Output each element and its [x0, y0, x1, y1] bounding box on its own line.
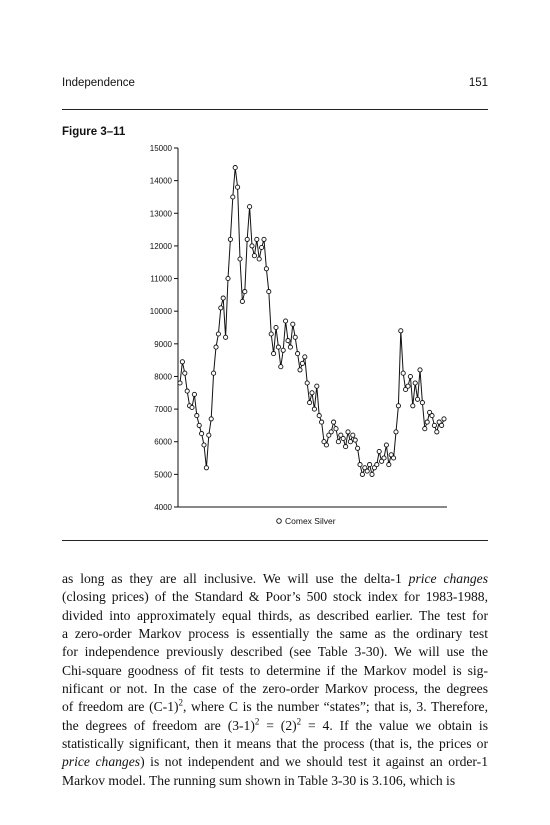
text-line — [62, 735, 488, 753]
y-tick-label: 4000 — [154, 503, 172, 512]
data-point — [413, 381, 417, 385]
data-point — [432, 423, 436, 427]
data-point — [406, 384, 410, 388]
data-point — [214, 345, 218, 349]
legend-label: Comex Silver — [285, 516, 336, 526]
data-point — [341, 436, 345, 440]
data-point — [440, 423, 444, 427]
data-point — [233, 166, 237, 170]
data-point — [236, 185, 240, 189]
data-point — [370, 472, 374, 476]
data-point — [240, 299, 244, 303]
text-run: divided into approximately equal thirds, as described earlier. The test for — [62, 607, 488, 623]
data-point — [252, 254, 256, 258]
data-point — [396, 404, 400, 408]
text-line — [62, 643, 488, 661]
text-run: (closing prices) of the Standard & Poor’s 500 stock index for 1983-1988, — [62, 589, 488, 605]
data-point — [375, 463, 379, 467]
data-point — [286, 339, 290, 343]
data-point — [377, 449, 381, 453]
data-point — [332, 420, 336, 424]
data-point — [336, 440, 340, 444]
text-run: for independence previously described (see Table 3-30). We will use the — [62, 644, 488, 660]
data-point — [195, 414, 199, 418]
data-point — [267, 290, 271, 294]
y-tick-label: 10000 — [149, 307, 172, 317]
data-point — [279, 365, 283, 369]
data-point — [269, 332, 273, 336]
data-point — [190, 405, 194, 409]
data-point — [262, 237, 266, 241]
y-tick-label: 11000 — [150, 274, 172, 284]
text-run: = 4. If the value we obtain is — [301, 717, 488, 733]
data-point — [394, 430, 398, 434]
data-point — [209, 417, 213, 421]
text-line — [62, 662, 488, 680]
data-point — [308, 401, 312, 405]
text-run: a zero-order Markov process is essentially the same as the ordinary test — [62, 626, 488, 642]
data-point — [356, 446, 360, 450]
data-point — [231, 195, 235, 199]
data-point — [298, 368, 302, 372]
data-point — [192, 392, 196, 396]
data-point — [291, 322, 295, 326]
data-point — [408, 374, 412, 378]
text-run: ) is not independent and we should test it against an order-1 — [140, 754, 489, 770]
text-line — [62, 625, 488, 643]
data-point — [442, 417, 446, 421]
data-point — [288, 345, 292, 349]
data-point — [274, 325, 278, 329]
figure-bottom-rule — [62, 540, 488, 541]
text-line — [62, 588, 488, 606]
data-point — [399, 329, 403, 333]
data-point — [243, 290, 247, 294]
y-tick-label: 14000 — [149, 176, 172, 186]
y-tick-label: 5000 — [154, 470, 172, 480]
data-point — [300, 361, 304, 365]
data-point — [430, 414, 434, 418]
data-point — [315, 384, 319, 388]
y-tick-label: 12000 — [149, 241, 172, 251]
data-point — [411, 404, 415, 408]
data-point — [272, 352, 276, 356]
data-point — [264, 267, 268, 271]
y-tick-label: 15000 — [149, 144, 172, 153]
data-point — [257, 257, 261, 261]
data-point — [423, 427, 427, 431]
text-run: nificant or not. In the case of the zero-order Markov process, the degrees — [62, 681, 488, 697]
data-point — [303, 355, 307, 359]
data-point — [276, 345, 280, 349]
data-point — [384, 443, 388, 447]
italic-text: price changes — [62, 754, 141, 770]
data-point — [310, 391, 314, 395]
text-line — [62, 772, 488, 790]
y-tick-label: 13000 — [149, 209, 172, 219]
text-line — [62, 717, 488, 735]
data-point — [250, 244, 254, 248]
figure-label: Figure 3–11 — [62, 126, 126, 138]
data-point — [382, 456, 386, 460]
y-tick-label: 7000 — [154, 405, 172, 415]
data-point — [358, 463, 362, 467]
data-point — [216, 332, 220, 336]
text-line — [62, 607, 488, 625]
text-run: as long as they are all inclusive. We will use the delta-1 — [62, 571, 409, 586]
data-point — [202, 443, 206, 447]
data-point — [183, 371, 187, 375]
text-run: = (2) — [259, 717, 297, 733]
data-point — [401, 371, 405, 375]
data-point — [281, 348, 285, 352]
page-number: 151 — [468, 77, 488, 89]
data-point — [353, 438, 357, 442]
y-tick-label: 8000 — [154, 372, 172, 382]
section-title: Independence — [62, 77, 135, 89]
data-point — [365, 469, 369, 473]
data-point — [387, 463, 391, 467]
text-run: Markov model. The running sum shown in Table 3-30 is 3.106, which is — [62, 772, 456, 788]
data-point — [212, 371, 216, 375]
data-point — [320, 420, 324, 424]
legend-marker — [277, 519, 282, 524]
superscript: 2 — [254, 716, 260, 727]
data-point — [416, 397, 420, 401]
data-point — [425, 420, 429, 424]
data-point — [228, 237, 232, 241]
data-point — [248, 205, 252, 209]
data-point — [226, 276, 230, 280]
text-line — [62, 753, 488, 771]
data-point — [329, 430, 333, 434]
data-point — [185, 389, 189, 393]
data-point — [418, 368, 422, 372]
data-point — [200, 432, 204, 436]
data-point — [260, 245, 264, 249]
text-run: statistically significant, then it means that the process (that is, the prices or — [62, 736, 488, 752]
series-line — [180, 168, 444, 475]
y-tick-label: 9000 — [154, 339, 172, 349]
data-point — [351, 433, 355, 437]
text-line — [62, 698, 488, 716]
y-tick-label: 6000 — [154, 437, 172, 447]
data-point — [204, 466, 208, 470]
data-point — [238, 257, 242, 261]
data-point — [420, 401, 424, 405]
data-point — [221, 296, 225, 300]
body-paragraph — [62, 570, 488, 790]
italic-text: price changes — [408, 571, 489, 586]
data-point — [305, 381, 309, 385]
data-point — [368, 463, 372, 467]
data-point — [219, 306, 223, 310]
superscript: 2 — [296, 716, 302, 727]
data-point — [255, 237, 259, 241]
text-run: of freedom are (C-1) — [62, 699, 179, 715]
data-point — [284, 319, 288, 323]
data-point — [344, 445, 348, 449]
data-point — [334, 427, 338, 431]
data-point — [197, 423, 201, 427]
text-run: , where C is the number “states”; that is, 3. Therefore, — [183, 699, 488, 715]
data-point — [207, 433, 211, 437]
data-point — [392, 456, 396, 460]
data-point — [312, 407, 316, 411]
superscript: 2 — [178, 697, 184, 708]
text-run: the degrees of freedom are (3-1) — [62, 717, 255, 733]
text-line — [62, 570, 488, 588]
data-point — [346, 430, 350, 434]
data-point — [296, 352, 300, 356]
text-run: Chi-square goodness of fit tests to determine if the Markov model is sig- — [62, 662, 488, 678]
data-point — [245, 237, 249, 241]
data-point — [348, 440, 352, 444]
text-line — [62, 680, 488, 698]
data-point — [180, 360, 184, 364]
data-point — [324, 443, 328, 447]
data-point — [178, 381, 182, 385]
data-point — [435, 430, 439, 434]
data-point — [317, 414, 321, 418]
data-point — [360, 472, 364, 476]
data-point — [293, 335, 297, 339]
data-point — [224, 335, 228, 339]
